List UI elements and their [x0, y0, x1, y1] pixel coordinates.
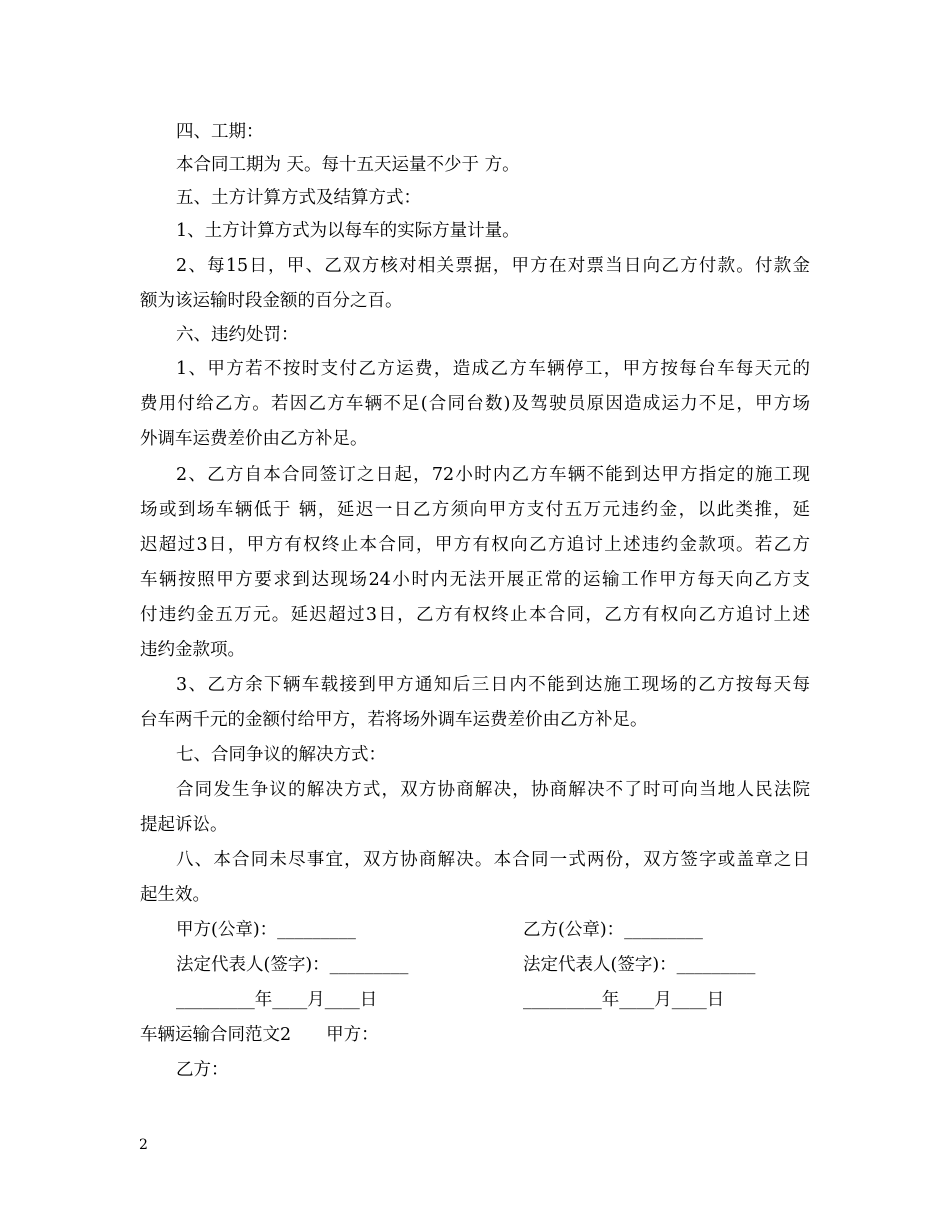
- paragraph-line: 提起诉讼。: [140, 815, 228, 835]
- paragraph-line: 1、甲方若不按时支付乙方运费，造成乙方车辆停工，甲方按每台车每天元的: [176, 359, 810, 379]
- paragraph-line: 外调车运费差价由乙方补足。: [140, 429, 368, 449]
- paragraph-line: 迟超过3日，甲方有权终止本合同，甲方有权向乙方追讨上述违约金款项。若乙方: [140, 535, 810, 555]
- paragraph-line: 本合同工期为 天。每十五天运量不少于 方。: [176, 155, 520, 175]
- paragraph-line: 起生效。: [140, 885, 210, 905]
- page-number: 2: [139, 1137, 148, 1153]
- next-contract-party-b: 乙方：: [176, 1060, 229, 1080]
- paragraph-line: 3、乙方余下辆车载接到甲方通知后三日内不能到达施工现场的乙方按每天每: [176, 675, 810, 695]
- paragraph-line: 车辆按照甲方要求到达现场24小时内无法开展正常的运输工作甲方每天向乙方支: [140, 570, 810, 590]
- section-heading: 七、合同争议的解决方式：: [176, 745, 386, 765]
- paragraph-line: 台车两千元的金额付给甲方，若将场外调车运费差价由乙方补足。: [140, 710, 648, 730]
- paragraph-line: 场或到场车辆低于 辆，延迟一日乙方须向甲方支付五万元违约金，以此类推，延: [140, 500, 810, 520]
- party-b-representative-line: 法定代表人(签字)：_________: [523, 955, 756, 975]
- party-b-seal-line: 乙方(公章)：_________: [523, 920, 703, 940]
- party-a-seal-line: 甲方(公章)：_________: [176, 920, 356, 940]
- section-heading: 六、违约处罚：: [176, 325, 299, 345]
- section-heading: 五、土方计算方式及结算方式：: [176, 188, 421, 208]
- party-a-representative-line: 法定代表人(签字)：_________: [176, 955, 409, 975]
- paragraph-line: 2、每15日，甲、乙双方核对相关票据，甲方在对票当日向乙方付款。付款金: [176, 256, 810, 276]
- paragraph-line: 违约金款项。: [140, 640, 245, 660]
- paragraph-line: 2、乙方自本合同签订之日起，72小时内乙方车辆不能到达甲方指定的施工现: [176, 465, 810, 485]
- paragraph-line: 费用付给乙方。若因乙方车辆不足(合同台数)及驾驶员原因造成运力不足，甲方场: [140, 394, 810, 414]
- next-contract-title: 车辆运输合同范文2 甲方：: [140, 1025, 379, 1045]
- paragraph-line: 合同发生争议的解决方式，双方协商解决，协商解决不了时可向当地人民法院: [176, 780, 810, 800]
- party-a-date-line: _________年____月____日: [176, 990, 378, 1010]
- section-heading: 四、工期：: [176, 122, 264, 142]
- paragraph-line: 1、土方计算方式为以每车的实际方量计量。: [176, 221, 520, 241]
- paragraph-line: 八、本合同未尽事宜，双方协商解决。本合同一式两份，双方签字或盖章之日: [176, 850, 810, 870]
- paragraph-line: 付违约金五万元。延迟超过3日，乙方有权终止本合同，乙方有权向乙方追讨上述: [140, 605, 810, 625]
- paragraph-line: 额为该运输时段金额的百分之百。: [140, 291, 403, 311]
- party-b-date-line: _________年____月____日: [523, 990, 725, 1010]
